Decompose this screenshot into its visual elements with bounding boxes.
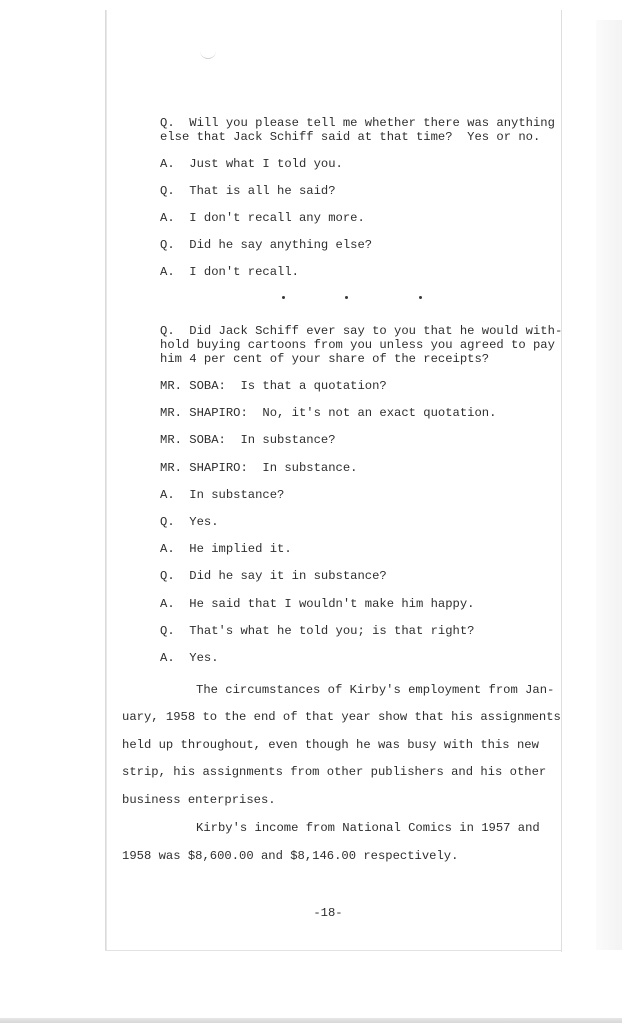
transcript-line: Q. Will you please tell me whether there was anything: [160, 116, 555, 130]
paragraph-line: 1958 was $8,600.00 and $8,146.00 respectively.: [122, 849, 459, 863]
page-right-edge: [561, 10, 562, 952]
paragraph-line: The circumstances of Kirby's employment from Jan-: [196, 683, 555, 697]
colloquy-line: MR. SHAPIRO: No, it's not an exact quotation.: [160, 406, 497, 420]
page-left-edge: [105, 10, 107, 950]
page-bottom-edge: [105, 950, 562, 951]
qa-answer: A. In substance?: [160, 488, 285, 502]
transcript-line: else that Jack Schiff said at that time? Yes or no.: [160, 130, 541, 144]
paragraph-line: business enterprises.: [122, 793, 276, 807]
colloquy-line: MR. SOBA: In substance?: [160, 433, 336, 447]
qa-question: Q. That's what he told you; is that right?: [160, 624, 475, 638]
qa-question: Q. Did he say anything else?: [160, 238, 373, 252]
colloquy-line: MR. SHAPIRO: In substance.: [160, 461, 358, 475]
paragraph-line: uary, 1958 to the end of that year show that his assignments: [122, 710, 561, 724]
scan-footer-shadow: [0, 1018, 622, 1023]
qa-answer: A. I don't recall any more.: [160, 211, 365, 225]
paragraph-line: strip, his assignments from other publishers and his other: [122, 765, 547, 779]
omission-ellipsis: [160, 296, 560, 302]
colloquy-line: MR. SOBA: Is that a quotation?: [160, 379, 387, 393]
qa-question: Q. Yes.: [160, 515, 219, 529]
qa-answer: A. Yes.: [160, 651, 219, 665]
transcript-line: him 4 per cent of your share of the receipts?: [160, 352, 490, 366]
scan-artifact-mark: [200, 48, 216, 59]
page-number: -18-: [313, 906, 343, 920]
ellipsis-dot: [419, 296, 422, 299]
qa-question: Q. That is all he said?: [160, 184, 336, 198]
paragraph-line: Kirby's income from National Comics in 1957 and: [196, 821, 540, 835]
transcript-line: Q. Did Jack Schiff ever say to you that he would with-: [160, 324, 563, 338]
qa-question: Q. Did he say it in substance?: [160, 569, 387, 583]
qa-answer: A. He said that I wouldn't make him happy.: [160, 597, 475, 611]
ellipsis-dot: [345, 296, 348, 299]
transcript-line: hold buying cartoons from you unless you agreed to pay: [160, 338, 555, 352]
scan-shadow: [596, 20, 622, 950]
qa-answer: A. I don't recall.: [160, 265, 299, 279]
paragraph-line: held up throughout, even though he was busy with this new: [122, 738, 539, 752]
qa-answer: A. Just what I told you.: [160, 157, 343, 171]
ellipsis-dot: [282, 296, 285, 299]
qa-answer: A. He implied it.: [160, 542, 292, 556]
